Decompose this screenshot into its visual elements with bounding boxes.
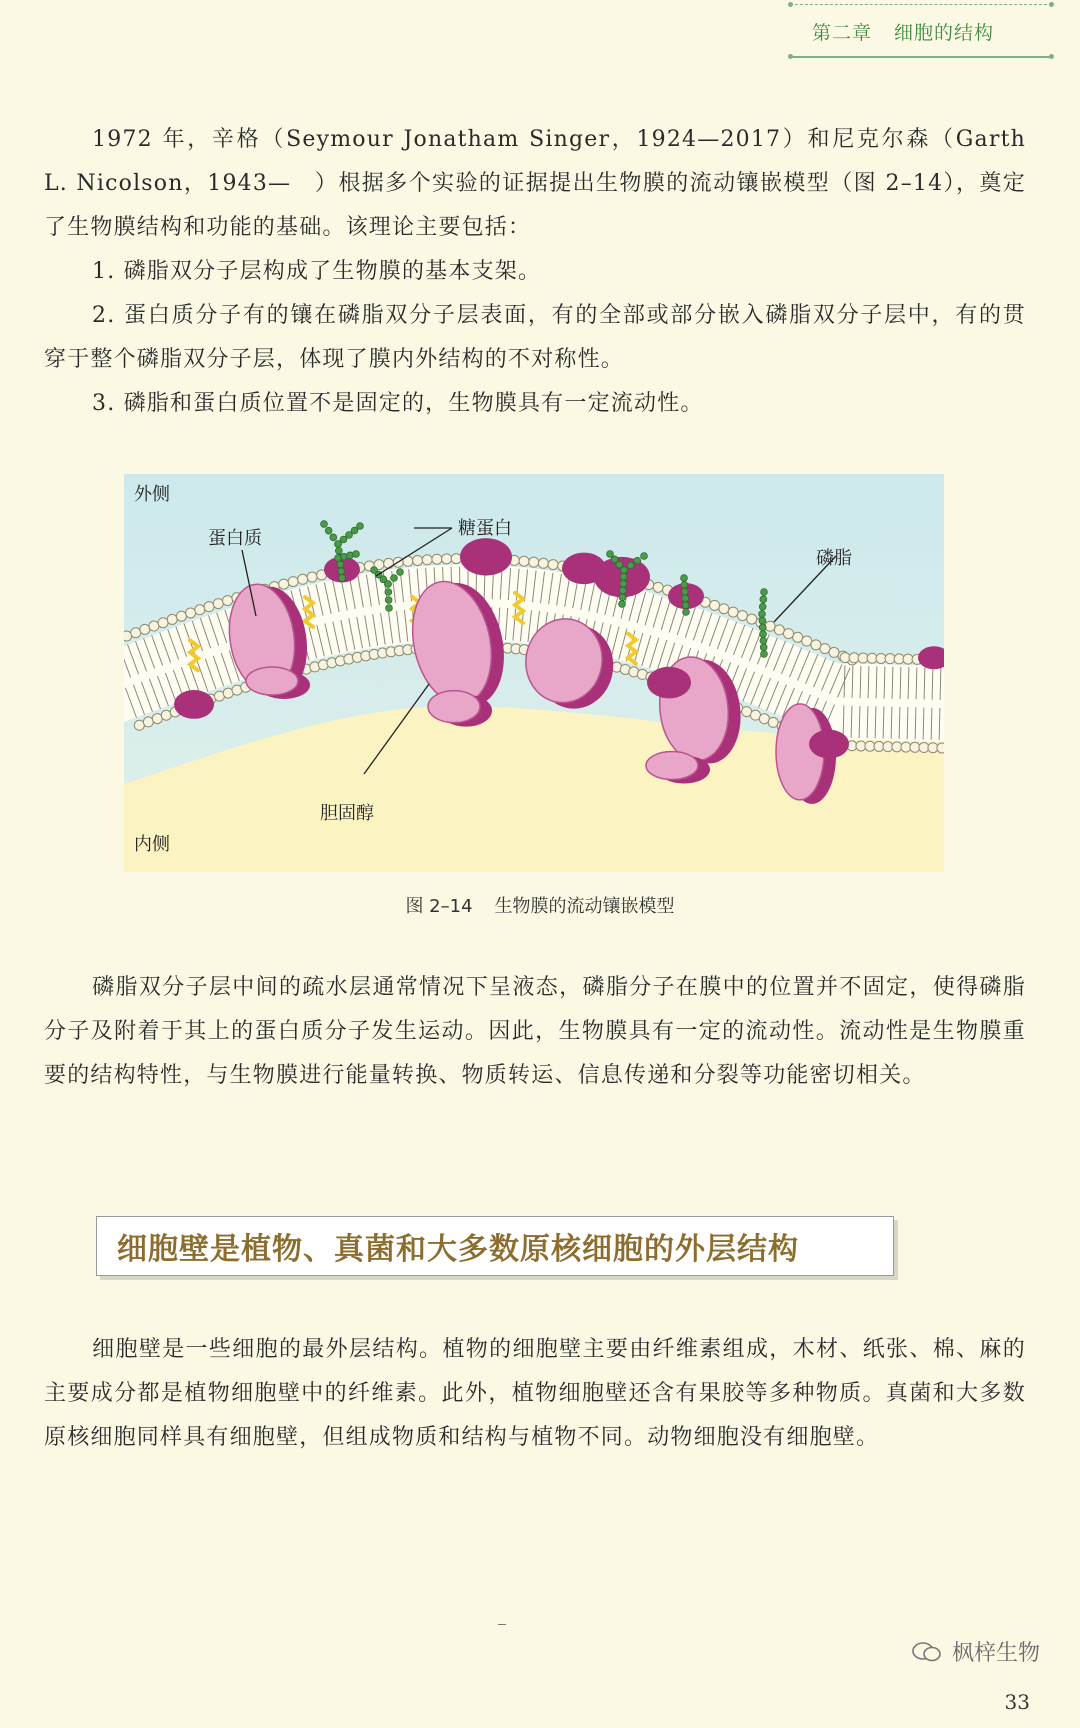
phospholipid-head [910,742,920,752]
phospholipid-head [519,556,529,566]
point-1 [44,250,1026,294]
label-phospholipid: 磷脂 [816,548,852,569]
phospholipid-head [802,636,812,646]
phospholipid-head [719,604,729,614]
phospholipid-head [176,611,186,621]
phospholipid-head [529,557,539,567]
phospholipid-head [158,618,168,628]
phospholipid-head [865,741,875,751]
chat-bubble-icon [912,1641,942,1663]
phospholipid-head [213,599,223,609]
phospholipid-head [653,582,663,592]
phospholipid-head [765,621,775,631]
phospholipid-head [874,741,884,751]
header-dot [788,54,793,59]
label-inside: 内侧 [134,834,170,855]
label-outside: 外侧 [134,484,170,505]
phospholipid-head [876,653,886,663]
phospholipid-head [829,647,839,657]
point-3 [44,382,1026,426]
phospholipid-head [442,554,452,564]
header-top-rule [790,4,1052,5]
figure-caption [0,892,1080,918]
phospholipid-head [167,614,177,624]
section-heading-box [96,1216,894,1276]
phospholipid-head [737,611,747,621]
header-dot [1049,2,1054,7]
phospholipid-head [894,654,904,664]
phospholipid-head [279,579,289,589]
phospholipid-head [856,741,866,751]
phospholipid-head [298,574,308,584]
page-mark [498,1624,506,1625]
phospholipid-head [204,602,214,612]
watermark [912,1636,1040,1667]
phospholipid-head [820,644,830,654]
phospholipid-head [883,742,893,752]
point-text: 3. 磷脂和蛋白质位置不是固定的，生物膜具有一定流动性。 [92,391,704,416]
phospholipid-head [223,596,233,606]
phospholipid-head [811,640,821,650]
chapter-name: 细胞的结构 [894,22,995,44]
header-bottom-rule [790,56,1052,58]
phospholipid-head [288,577,298,587]
phospholipid-head [728,607,738,617]
phospholipid-head [140,624,150,634]
phospholipid-head [747,614,757,624]
phospholipid-head [413,555,423,565]
section-heading: 细胞壁是植物、真菌和大多数原核细胞的外层结构 [117,1232,799,1267]
surface-protein [647,667,691,699]
label-cholesterol: 胆固醇 [320,803,374,824]
phospholipid-head [892,742,902,752]
header-dot [1049,54,1054,59]
surface-protein [809,730,849,759]
point-text: 2. 蛋白质分子有的镶在磷脂双分子层表面，有的全部或部分嵌入磷脂双分子层中，有的贯穿于整个磷脂双分子层，体现了膜内外结构的不对称性。 [44,303,1026,372]
phospholipid-head [548,560,558,570]
phospholipid-head [774,625,784,635]
chapter-header [790,0,1080,62]
phospholipid-head [867,653,877,663]
intro-text: 1972 年，辛格（Seymour Jonatham Singer，1924—2017）和尼克尔森（Garth L. Nicolson，1943— ）根据多个实验的证据提出生物膜的流动镶嵌模型（图 2–14），奠定了生物膜结构和功能的基础。该理论主要包括： [44,127,1026,240]
watermark-text: 枫梓生物 [951,1641,1040,1666]
phospholipid-head [195,605,205,615]
point-2 [44,294,1026,382]
phospholipid-head [186,608,196,618]
phospholipid-head [307,572,317,582]
chapter-number: 第二章 [812,22,873,44]
fluidity-paragraph [44,966,1026,1098]
phospholipid-head [919,743,929,753]
fluidity-text: 磷脂双分子层中间的疏水层通常情况下呈液态，磷脂分子在膜中的位置并不固定，使得磷脂分子及附着于其上的蛋白质分子发生运动。因此，生物膜具有一定的流动性。流动性是生物膜重要的结构特性，与生物膜进行能量转换、物质转运、信息传递和分裂等功能密切相关。 [44,975,1026,1088]
phospholipid-head [928,743,938,753]
label-protein: 蛋白质 [208,528,262,549]
cell-wall-paragraph [44,1328,1026,1460]
phospholipid-head [149,621,159,631]
label-glycoprotein: 糖蛋白 [458,518,512,539]
page-number: 33 [1004,1690,1030,1714]
phospholipid-head [903,654,913,664]
chapter-title [812,18,994,45]
phospholipid-head [432,554,442,564]
phospholipid-head [784,629,794,639]
phospholipid-head [849,653,859,663]
surface-protein [174,690,214,719]
phospholipid-head [858,653,868,663]
phospholipid-head [384,558,394,568]
fluid-mosaic-illustration [124,474,944,872]
phospholipid-head [840,653,850,663]
phospholipid-head [451,554,461,564]
header-dot [788,2,793,7]
phospholipid-head [710,600,720,610]
phospholipid-head [131,628,141,638]
intro-paragraph [44,118,1026,250]
surface-protein [460,538,512,575]
figure-number: 图 2–14 [405,896,473,917]
point-text: 1. 磷脂双分子层构成了生物膜的基本支架。 [92,259,542,284]
phospholipid-head [422,555,432,565]
phospholipid-head [937,743,944,753]
phospholipid-head [793,632,803,642]
phospholipid-head [885,654,895,664]
phospholipid-head [538,558,548,568]
cell-wall-text: 细胞壁是一些细胞的最外层结构。植物的细胞壁主要由纤维素组成，木材、纸张、棉、麻的主要成分都是植物细胞壁中的纤维素。此外，植物细胞壁还含有果胶等多种物质。真菌和大多数原核细胞同样具有细胞壁，但组成物质和结构与植物不同。动物细胞没有细胞壁。 [44,1337,1026,1450]
membrane-figure [124,474,944,872]
phospholipid-head [901,742,911,752]
figure-title: 生物膜的流动镶嵌模型 [494,896,675,917]
